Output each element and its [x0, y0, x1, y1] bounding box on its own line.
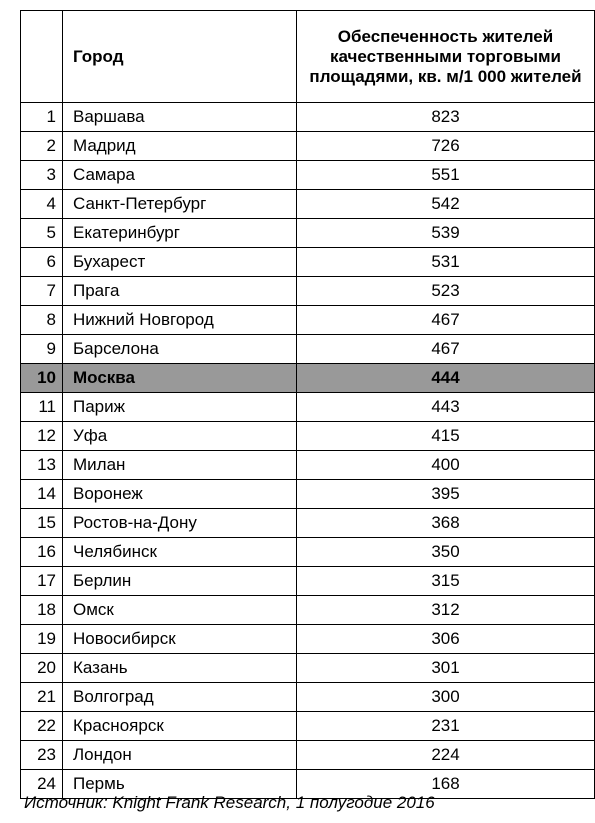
city-cell: Самара [63, 161, 297, 190]
value-cell: 531 [297, 248, 595, 277]
rank-cell: 14 [21, 480, 63, 509]
rank-cell: 2 [21, 132, 63, 161]
city-cell: Красноярск [63, 712, 297, 741]
rank-cell: 4 [21, 190, 63, 219]
table-row [21, 538, 595, 567]
rank-cell: 9 [21, 335, 63, 364]
table-row [21, 741, 595, 770]
value-cell: 395 [297, 480, 595, 509]
rank-cell: 15 [21, 509, 63, 538]
value-cell: 467 [297, 306, 595, 335]
city-cell: Милан [63, 451, 297, 480]
rank-cell: 3 [21, 161, 63, 190]
rank-cell: 24 [21, 770, 63, 799]
city-cell: Москва [63, 364, 297, 393]
ranking-table [20, 10, 595, 799]
rank-cell: 10 [21, 364, 63, 393]
value-cell: 415 [297, 422, 595, 451]
table-row [21, 654, 595, 683]
rank-cell: 5 [21, 219, 63, 248]
city-cell: Мадрид [63, 132, 297, 161]
table-row [21, 596, 595, 625]
city-cell: Санкт-Петербург [63, 190, 297, 219]
header-rank [21, 11, 63, 103]
table-row [21, 393, 595, 422]
table-row [21, 132, 595, 161]
value-cell: 350 [297, 538, 595, 567]
value-cell: 300 [297, 683, 595, 712]
value-cell: 823 [297, 103, 595, 132]
header-city: Город [63, 11, 297, 103]
table-row [21, 364, 595, 393]
city-cell: Прага [63, 277, 297, 306]
value-cell: 443 [297, 393, 595, 422]
city-cell: Нижний Новгород [63, 306, 297, 335]
table-row [21, 190, 595, 219]
value-cell: 467 [297, 335, 595, 364]
rank-cell: 18 [21, 596, 63, 625]
value-cell: 444 [297, 364, 595, 393]
rank-cell: 17 [21, 567, 63, 596]
rank-cell: 7 [21, 277, 63, 306]
header-row [21, 11, 595, 103]
value-cell: 551 [297, 161, 595, 190]
city-cell: Волгоград [63, 683, 297, 712]
value-cell: 306 [297, 625, 595, 654]
rank-cell: 13 [21, 451, 63, 480]
value-cell: 539 [297, 219, 595, 248]
table-row [21, 306, 595, 335]
rank-cell: 22 [21, 712, 63, 741]
rank-cell: 21 [21, 683, 63, 712]
value-cell: 231 [297, 712, 595, 741]
city-cell: Берлин [63, 567, 297, 596]
header-value: Обеспеченность жителей качественными торговыми площадями, кв. м/1 000 жителей [297, 11, 595, 103]
city-cell: Уфа [63, 422, 297, 451]
value-cell: 523 [297, 277, 595, 306]
value-cell: 726 [297, 132, 595, 161]
value-cell: 400 [297, 451, 595, 480]
table-row [21, 248, 595, 277]
table-row [21, 335, 595, 364]
rank-cell: 6 [21, 248, 63, 277]
source-note: Источник: Knight Frank Research, 1 полугодие 2016 [24, 793, 435, 812]
rank-cell: 16 [21, 538, 63, 567]
value-cell: 542 [297, 190, 595, 219]
rank-cell: 20 [21, 654, 63, 683]
city-cell: Париж [63, 393, 297, 422]
rank-cell: 1 [21, 103, 63, 132]
table-row [21, 219, 595, 248]
table-row [21, 451, 595, 480]
rank-cell: 19 [21, 625, 63, 654]
table-row [21, 683, 595, 712]
table-row [21, 480, 595, 509]
table-row [21, 161, 595, 190]
city-cell: Лондон [63, 741, 297, 770]
city-cell: Казань [63, 654, 297, 683]
table-row [21, 509, 595, 538]
value-cell: 224 [297, 741, 595, 770]
city-cell: Новосибирск [63, 625, 297, 654]
city-cell: Челябинск [63, 538, 297, 567]
value-cell: 301 [297, 654, 595, 683]
rank-cell: 12 [21, 422, 63, 451]
table-row [21, 625, 595, 654]
table-row [21, 277, 595, 306]
value-cell: 168 [297, 770, 595, 799]
city-cell: Ростов-на-Дону [63, 509, 297, 538]
table-row [21, 422, 595, 451]
city-cell: Пермь [63, 770, 297, 799]
rank-cell: 11 [21, 393, 63, 422]
rank-cell: 23 [21, 741, 63, 770]
city-cell: Омск [63, 596, 297, 625]
table-body [21, 103, 595, 799]
table-row [21, 567, 595, 596]
city-cell: Екатеринбург [63, 219, 297, 248]
rank-cell: 8 [21, 306, 63, 335]
value-cell: 315 [297, 567, 595, 596]
city-cell: Воронеж [63, 480, 297, 509]
city-cell: Барселона [63, 335, 297, 364]
city-cell: Варшава [63, 103, 297, 132]
value-cell: 312 [297, 596, 595, 625]
table-row [21, 712, 595, 741]
table-row [21, 103, 595, 132]
value-cell: 368 [297, 509, 595, 538]
city-cell: Бухарест [63, 248, 297, 277]
